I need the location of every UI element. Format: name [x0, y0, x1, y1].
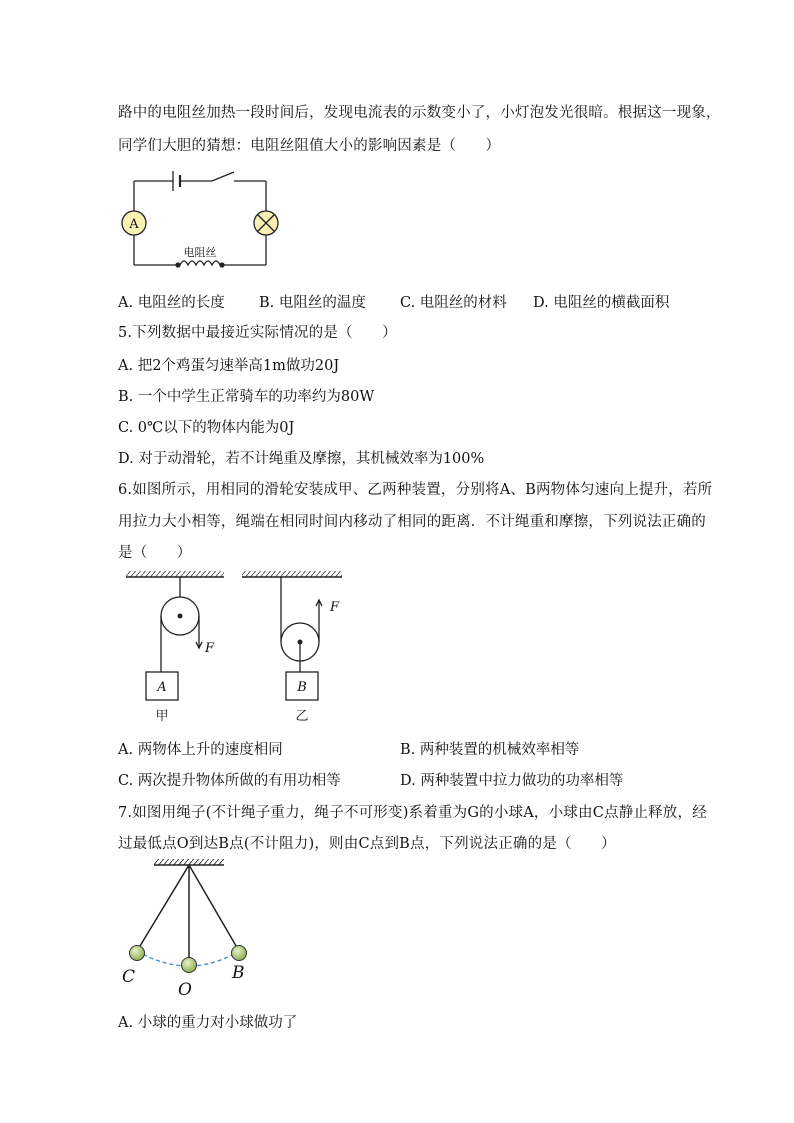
q7-stem-line1: 7.如图用绳子(不计绳子重力，绳子不可形变)系着重为G的小球A，小球由C点静止释放，经 — [118, 805, 707, 821]
caption-yi: 乙 — [295, 709, 309, 724]
q6-option-a[interactable]: A. 两物体上升的速度相同 — [118, 742, 283, 758]
circuit-diagram — [110, 165, 280, 275]
q5-option-c[interactable]: C. 0℃以下的物体内能为0J — [118, 420, 295, 436]
point-b-label: B — [232, 963, 245, 983]
q4-option-a[interactable]: A. 电阻丝的长度 — [118, 295, 225, 311]
ball-b — [232, 946, 247, 961]
ammeter-label: A — [129, 217, 139, 232]
q5-option-d[interactable]: D. 对于动滑轮，若不计绳重及摩擦，其机械效率为100% — [118, 451, 485, 467]
force-label-right: F — [330, 600, 340, 615]
pulley-diagram — [118, 568, 358, 728]
q5-option-b[interactable]: B. 一个中学生正常骑车的功率约为80W — [118, 389, 375, 405]
q4-stem-line2: 同学们大胆的猜想：电阻丝阻值大小的影响因素是（ ） — [118, 138, 501, 154]
q4-option-d[interactable]: D. 电阻丝的横截面积 — [533, 295, 670, 311]
ball-o — [182, 958, 197, 973]
resistor-label: 电阻丝 — [183, 246, 217, 259]
q4-option-c[interactable]: C. 电阻丝的材料 — [400, 295, 507, 311]
block-b-label: B — [297, 680, 307, 695]
q6-stem-line2: 用拉力大小相等，绳端在相同时间内移动了相同的距离．不计绳重和摩擦，下列说法正确的 — [118, 514, 706, 530]
caption-jia: 甲 — [155, 709, 169, 724]
q6-option-c[interactable]: C. 两次提升物体所做的有用功相等 — [118, 773, 341, 789]
pendulum-diagram — [112, 855, 272, 1003]
ball-c — [130, 946, 145, 961]
q4-option-b[interactable]: B. 电阻丝的温度 — [259, 295, 366, 311]
q5-option-a[interactable]: A. 把2个鸡蛋匀速举高1m做功20J — [118, 358, 340, 374]
point-o-label: O — [178, 980, 192, 1000]
q6-option-b[interactable]: B. 两种装置的机械效率相等 — [400, 742, 580, 758]
point-c-label: C — [122, 967, 136, 987]
q6-stem-line1: 6.如图所示，用相同的滑轮安装成甲、乙两种装置，分别将A、B两物体匀速向上提升，若所 — [118, 482, 713, 498]
q6-stem-line3: 是（ ） — [118, 545, 192, 561]
q7-option-a[interactable]: A. 小球的重力对小球做功了 — [118, 1015, 298, 1031]
block-a-label: A — [157, 680, 167, 695]
q6-option-d[interactable]: D. 两种装置中拉力做功的功率相等 — [400, 773, 624, 789]
q4-stem-line1: 路中的电阻丝加热一段时间后，发现电流表的示数变小了，小灯泡发光很暗。根据这一现象， — [118, 105, 721, 121]
force-label-left: F — [205, 641, 215, 656]
q7-stem-line2: 过最低点O到达B点(不计阻力)，则由C点到B点，下列说法正确的是（ ） — [118, 836, 616, 852]
q5-stem: 5.下列数据中最接近实际情况的是（ ） — [118, 325, 397, 341]
